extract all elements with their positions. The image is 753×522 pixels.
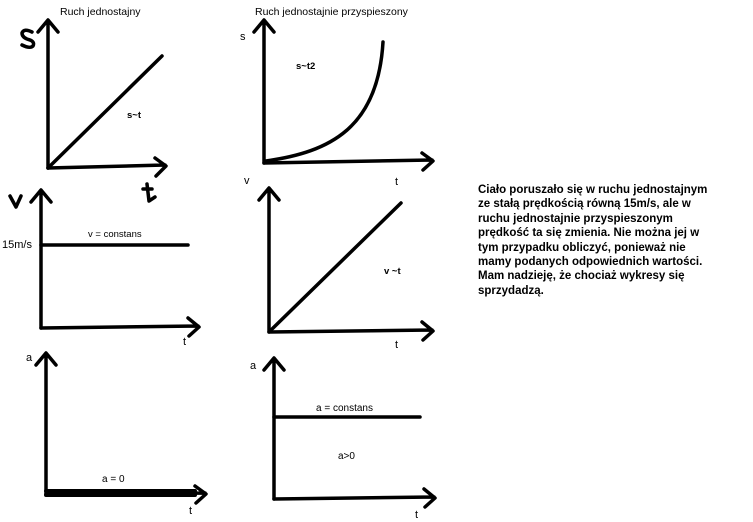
- accelerated-motion-title: Ruch jednostajnie przyspieszony: [255, 6, 408, 18]
- relation-label: s~t2: [296, 61, 316, 72]
- relation-label: v = constans: [88, 229, 142, 240]
- y-axis-label: a: [26, 352, 33, 364]
- x-axis-label: t: [415, 509, 419, 521]
- y-axis-label: v: [244, 175, 250, 187]
- graph-line-a-zero: [46, 491, 195, 495]
- relation-label: a = 0: [102, 474, 125, 485]
- x-axis-label: t: [395, 339, 399, 351]
- relation-label: v ~t: [384, 266, 401, 277]
- explanation-text: Ciało poruszało się w ruchu jednostajnym ze stałą prędkością równą 15m/s, ale w ruchu jednostajnie przyspieszonym prędkość ta się zmienia. Nie można jej w tym przypadku obliczyć, ponieważ nie mamy podanych odpowiednich wartości. Mam nadzieję, że chociaż wykresy się sprzydadzą.: [478, 184, 708, 297]
- relation-label: s~t: [127, 110, 141, 121]
- tick-label: 15m/s: [2, 239, 32, 251]
- y-axis-label: a: [250, 360, 257, 372]
- x-axis-label: t: [189, 505, 193, 517]
- relation-label: a = constans: [316, 403, 373, 414]
- x-axis-label: t: [395, 176, 399, 188]
- x-axis-label: t: [183, 336, 187, 348]
- note-label: a>0: [338, 451, 355, 462]
- uniform-motion-title: Ruch jednostajny: [60, 6, 141, 18]
- y-axis-label: s: [240, 31, 246, 43]
